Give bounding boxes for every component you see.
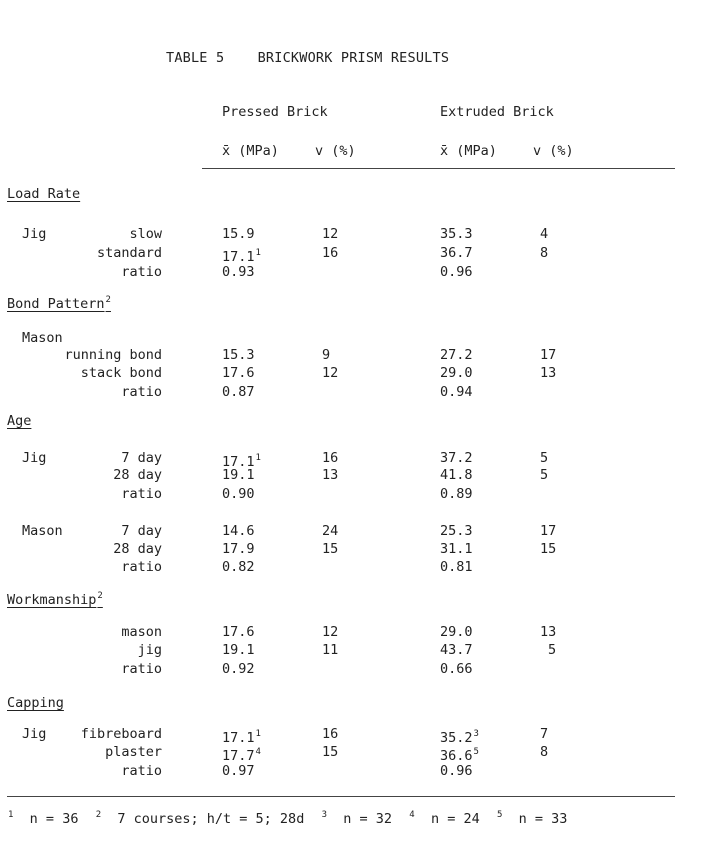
row-group-label	[22, 450, 46, 466]
section-heading	[7, 413, 31, 429]
pressed-cv-cell-text: 12	[322, 226, 339, 242]
row-label	[121, 450, 162, 466]
footnote-marker: 3	[473, 729, 479, 739]
extruded-cv-cell-text: 5	[540, 467, 549, 483]
extruded-cv-cell	[540, 541, 556, 557]
pressed-mean-cell-text: 0.93	[222, 264, 255, 280]
pressed-cv-cell-text: 12	[322, 624, 339, 640]
row-group-label-text: Jig	[22, 226, 47, 242]
pressed-mean-cell-text: 15.3	[222, 347, 255, 363]
pressed-cv-cell-text: 9	[322, 347, 331, 363]
extruded-cv-cell-text: 17	[540, 347, 557, 363]
extruded-mean-cell	[440, 450, 473, 466]
extruded-cv-cell-text: 15	[540, 541, 557, 557]
extruded-mean-cell	[440, 661, 473, 677]
pressed-mean-cell	[222, 541, 255, 557]
row-label-text: plaster	[105, 744, 162, 760]
pressed-mean-cell-text: 19.1	[222, 642, 255, 658]
extruded-mean-cell	[440, 642, 473, 658]
row-label	[113, 467, 162, 483]
pressed-mean-cell	[222, 661, 255, 677]
extruded-cv-cell	[540, 347, 556, 363]
extruded-mean-cell-text: 0.94	[440, 384, 473, 400]
extruded-cv-cell	[540, 467, 548, 483]
row-label	[121, 763, 162, 779]
pressed-mean-cell-text: 0.87	[222, 384, 255, 400]
extruded-cv-cell-text: 4	[540, 226, 549, 242]
footnote-mark: 2	[95, 810, 102, 820]
row-label	[113, 541, 162, 557]
pressed-cv-cell	[322, 467, 338, 483]
row-group-label-text: Mason	[22, 330, 63, 346]
pressed-cv-cell	[322, 726, 338, 742]
pressed-mean-cell	[222, 264, 255, 280]
row-label-text: 28 day	[113, 541, 162, 557]
extruded-mean-cell-text: 0.81	[440, 559, 473, 575]
pressed-mean-cell	[222, 559, 255, 575]
footnote-marker: 5	[473, 747, 479, 757]
pressed-cv-cell-text: 16	[322, 450, 339, 466]
row-label	[81, 726, 162, 742]
extruded-cv-cell	[540, 365, 556, 381]
pressed-mean-cell-text: 17.1	[222, 454, 255, 470]
section-heading	[7, 695, 64, 711]
footnote-text: n = 36	[13, 811, 95, 827]
section-heading-text: Capping	[7, 695, 64, 711]
pressed-cv-cell	[322, 624, 338, 640]
pressed-mean-cell	[222, 365, 255, 381]
pressed-mean-cell	[222, 467, 255, 483]
footnote-text: n = 33	[502, 811, 568, 827]
pressed-mean-cell	[222, 523, 255, 539]
extruded-cv-cell-text: 8	[540, 744, 549, 760]
footnote-text: n = 24	[414, 811, 496, 827]
pressed-cv-cell-text: 15	[322, 744, 339, 760]
pressed-mean-cell-text: 17.6	[222, 624, 255, 640]
extruded-mean-cell-text: 43.7	[440, 642, 473, 658]
pressed-cv-cell	[322, 523, 338, 539]
row-label-text: mason	[121, 624, 162, 640]
row-label-text: standard	[96, 245, 162, 261]
extruded-mean-cell-text: 31.1	[440, 541, 473, 557]
row-label	[138, 642, 162, 658]
extruded-cv-cell-text: 5	[540, 450, 549, 466]
row-label-text: 7 day	[121, 523, 162, 539]
pressed-mean-cell-text: 17.1	[222, 730, 255, 746]
row-label	[129, 226, 162, 242]
extruded-cv-cell-text: 7	[540, 726, 549, 742]
extruded-cv-cell	[540, 744, 548, 760]
footnote-mark: 3	[321, 810, 327, 820]
section-heading-text: Workmanship	[7, 592, 97, 608]
row-label	[121, 523, 162, 539]
row-group-label	[22, 330, 63, 346]
extruded-mean-cell-text: 25.3	[440, 523, 473, 539]
pressed-cv-cell	[322, 347, 330, 363]
extruded-mean-subheader: x̄ (MPa)	[440, 143, 497, 159]
extruded-mean-cell	[440, 486, 473, 502]
extruded-cv-cell	[540, 624, 556, 640]
extruded-mean-cell	[440, 245, 473, 261]
extruded-cv-cell	[540, 726, 548, 742]
extruded-brick-header: Extruded Brick	[440, 104, 554, 120]
pressed-mean-cell-text: 17.9	[222, 541, 255, 557]
footnote-mark: 5	[496, 810, 503, 820]
extruded-mean-cell	[440, 624, 473, 640]
row-label-text: 28 day	[113, 467, 162, 483]
extruded-mean-cell-text: 0.89	[440, 486, 473, 502]
extruded-mean-cell-text: 29.0	[440, 624, 473, 640]
extruded-cv-subheader: v (%)	[533, 143, 574, 159]
pressed-mean-cell	[222, 486, 255, 502]
section-footnote-marker: 2	[105, 295, 111, 305]
pressed-mean-cell	[222, 226, 255, 242]
footnote-text: 7 courses; h/t = 5; 28d	[101, 811, 321, 827]
extruded-cv-cell-text: 13	[540, 365, 557, 381]
row-label-text: ratio	[121, 763, 162, 779]
row-label-text: ratio	[121, 384, 162, 400]
pressed-cv-cell	[322, 744, 338, 760]
row-group-label-text: Jig	[22, 726, 47, 742]
extruded-mean-cell-text: 0.96	[440, 264, 473, 280]
row-group-label	[22, 226, 46, 242]
row-label	[64, 347, 162, 363]
pressed-cv-cell	[322, 226, 338, 242]
extruded-cv-cell	[540, 226, 548, 242]
row-label	[81, 365, 162, 381]
pressed-cv-cell-text: 24	[322, 523, 339, 539]
extruded-cv-cell-text: 13	[540, 624, 557, 640]
section-heading	[7, 186, 80, 202]
pressed-cv-cell	[322, 245, 338, 261]
pressed-mean-cell-text: 17.6	[222, 365, 255, 381]
footnote-text: n = 32	[327, 811, 409, 827]
extruded-mean-cell-text: 36.6	[440, 748, 473, 764]
pressed-mean-cell-text: 0.92	[222, 661, 255, 677]
table-title: TABLE 5 BRICKWORK PRISM RESULTS	[166, 50, 450, 66]
extruded-mean-cell-text: 36.7	[440, 245, 473, 261]
pressed-mean-cell-text: 0.97	[222, 763, 255, 779]
extruded-cv-cell	[540, 450, 548, 466]
pressed-mean-cell-text: 17.1	[222, 249, 255, 265]
row-label	[121, 384, 162, 400]
extruded-mean-cell	[440, 523, 473, 539]
extruded-mean-cell-text: 37.2	[440, 450, 473, 466]
pressed-mean-cell-text: 15.9	[222, 226, 255, 242]
extruded-cv-cell	[540, 523, 556, 539]
pressed-cv-cell	[322, 365, 338, 381]
extruded-mean-cell-text: 35.3	[440, 226, 473, 242]
extruded-cv-cell-text: 17	[540, 523, 557, 539]
extruded-mean-cell-text: 0.66	[440, 661, 473, 677]
footnote-marker: 4	[255, 747, 261, 757]
section-heading-text: Bond Pattern	[7, 296, 105, 312]
pressed-cv-cell-text: 11	[322, 642, 339, 658]
pressed-mean-cell	[222, 384, 255, 400]
footnotes	[7, 807, 567, 827]
row-label-text: fibreboard	[80, 726, 162, 742]
footnote-mark: 4	[409, 810, 415, 820]
row-label-text: stack bond	[80, 365, 162, 381]
pressed-brick-header: Pressed Brick	[222, 104, 328, 120]
row-label-text: ratio	[121, 559, 162, 575]
row-label	[121, 559, 162, 575]
extruded-cv-cell	[540, 245, 548, 261]
row-label	[105, 744, 162, 760]
extruded-cv-cell	[548, 642, 556, 658]
row-label-text: running bond	[64, 347, 162, 363]
pressed-cv-cell-text: 13	[322, 467, 339, 483]
extruded-mean-cell	[440, 384, 473, 400]
extruded-cv-cell-text: 8	[540, 245, 549, 261]
row-label	[121, 624, 162, 640]
extruded-mean-cell-text: 0.96	[440, 763, 473, 779]
row-group-label-text: Mason	[22, 523, 63, 539]
extruded-mean-cell	[440, 264, 473, 280]
section-footnote-marker: 2	[97, 591, 103, 601]
footnote-marker: 1	[255, 248, 261, 258]
section-heading-text: Age	[7, 413, 32, 429]
row-group-label-text: Jig	[22, 450, 47, 466]
row-label-text: slow	[129, 226, 162, 242]
extruded-mean-cell-text: 35.2	[440, 730, 473, 746]
pressed-mean-cell	[222, 744, 261, 764]
pressed-mean-cell	[222, 726, 261, 746]
row-label	[121, 264, 162, 280]
footer-rule	[7, 796, 675, 797]
pressed-mean-subheader: x̄ (MPa)	[222, 143, 279, 159]
pressed-mean-cell	[222, 642, 255, 658]
row-label-text: 7 day	[121, 450, 162, 466]
header-rule	[202, 168, 675, 169]
row-group-label	[22, 726, 46, 742]
section-heading-text: Load Rate	[7, 186, 81, 202]
footnote-mark: 1	[8, 810, 14, 820]
row-label	[121, 661, 162, 677]
extruded-mean-cell	[440, 726, 479, 746]
extruded-mean-cell	[440, 744, 479, 764]
pressed-mean-cell-text: 0.90	[222, 486, 255, 502]
pressed-cv-cell-text: 16	[322, 245, 339, 261]
extruded-mean-cell	[440, 365, 473, 381]
row-label-text: ratio	[121, 264, 162, 280]
section-heading	[7, 292, 111, 312]
extruded-mean-cell	[440, 347, 473, 363]
extruded-mean-cell	[440, 763, 473, 779]
pressed-cv-subheader: v (%)	[315, 143, 356, 159]
row-label	[97, 245, 162, 261]
pressed-mean-cell-text: 0.82	[222, 559, 255, 575]
pressed-cv-cell	[322, 642, 338, 658]
pressed-cv-cell	[322, 541, 338, 557]
pressed-cv-cell	[322, 450, 338, 466]
extruded-mean-cell	[440, 559, 473, 575]
row-label-text: jig	[137, 642, 162, 658]
pressed-mean-cell	[222, 763, 255, 779]
pressed-mean-cell	[222, 245, 261, 265]
pressed-mean-cell-text: 14.6	[222, 523, 255, 539]
extruded-mean-cell	[440, 541, 473, 557]
row-label-text: ratio	[121, 486, 162, 502]
extruded-mean-cell-text: 29.0	[440, 365, 473, 381]
section-heading	[7, 588, 103, 608]
row-label	[121, 486, 162, 502]
extruded-mean-cell	[440, 467, 473, 483]
pressed-cv-cell-text: 15	[322, 541, 339, 557]
pressed-mean-cell	[222, 347, 255, 363]
extruded-mean-cell	[440, 226, 473, 242]
footnote-marker: 1	[255, 729, 261, 739]
pressed-cv-cell-text: 16	[322, 726, 339, 742]
pressed-mean-cell-text: 19.1	[222, 467, 255, 483]
extruded-mean-cell-text: 41.8	[440, 467, 473, 483]
pressed-mean-cell-text: 17.7	[222, 748, 255, 764]
pressed-mean-cell	[222, 624, 255, 640]
row-label-text: ratio	[121, 661, 162, 677]
extruded-cv-cell-text: 5	[548, 642, 557, 658]
row-group-label	[22, 523, 63, 539]
extruded-mean-cell-text: 27.2	[440, 347, 473, 363]
pressed-cv-cell-text: 12	[322, 365, 339, 381]
footnote-marker: 1	[255, 453, 261, 463]
